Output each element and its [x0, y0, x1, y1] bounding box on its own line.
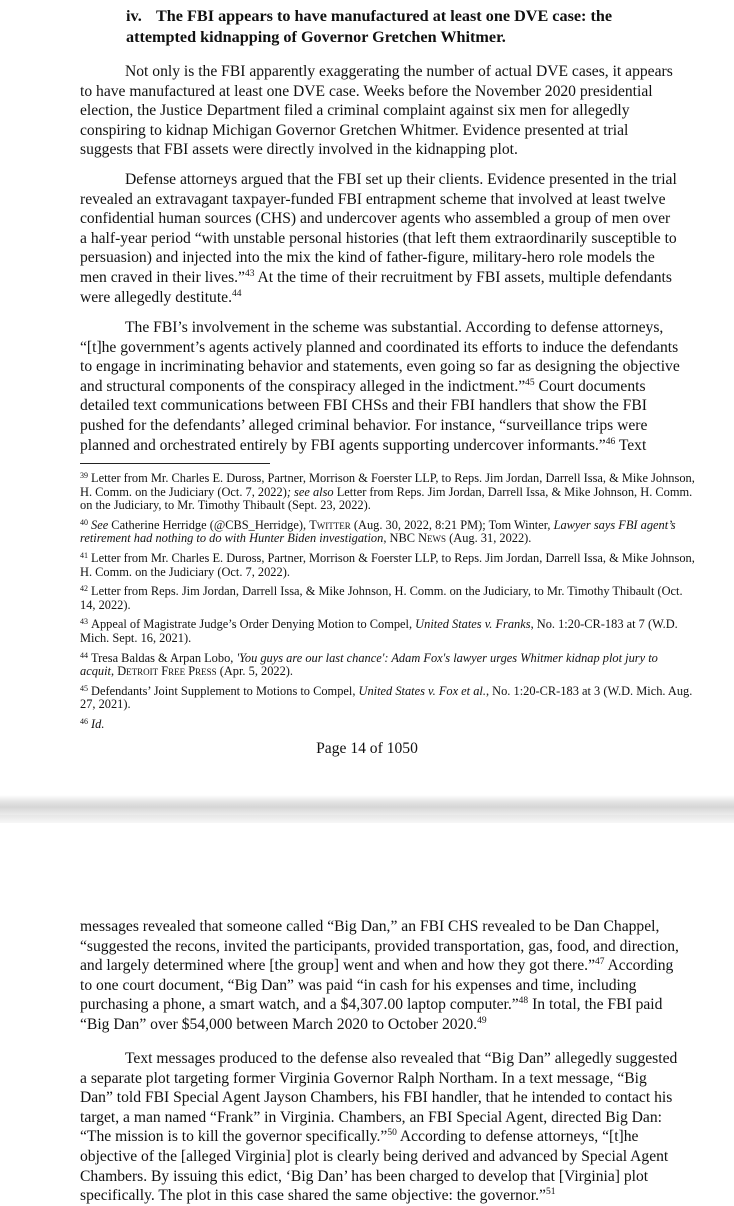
page-separator	[0, 795, 734, 815]
paragraph-text: Defense attorneys argued that the FBI set up their clients. Evidence presented in the trial revealed an extravagant taxpayer-funded FBI entrapment scheme that involved at least twelve confidential human sources (CHS) and undercover agents who assembled a group of men over a half-year period “with unstable personal histories (that left them extraordinarily susceptible to persuasion) and injected into the mix the kind of father-figure, military-hero role models the men craved in their lives.”	[80, 171, 677, 286]
footnote-41	[80, 552, 695, 579]
footnote-text: Defendants’ Joint Supplement to Motions to Compel,	[91, 683, 359, 698]
heading-text: The FBI appears to have manufactured at least one DVE case: the attempted kidnapping of Governor Gretchen Whitmer.	[126, 7, 613, 46]
footnote-number: 46	[80, 716, 88, 726]
footnote-source: News	[418, 531, 447, 546]
footnote-number: 40	[80, 517, 88, 527]
footnote-text: , No. 1:20-CR-183 at 3 (W.D. Mich. Aug. 27, 2021).	[80, 683, 693, 712]
footnote-ref[interactable]: 48	[518, 996, 529, 1007]
footnote-46	[80, 718, 695, 732]
paragraph-text: Court documents detailed text communications between FBI CHSs and their FBI handlers that show the FBI pushed for the defendants’ alleged criminal behavior. For instance, “surveillance trips were planned and orchestrated entirely by FBI agents supporting undercover informants.”	[80, 377, 648, 454]
footnote-ref[interactable]: 46	[605, 436, 616, 447]
footnote-number: 43	[80, 617, 88, 627]
footnote-42	[80, 585, 695, 612]
footnote-number: 45	[80, 683, 88, 693]
footnote-text: Letter from Reps. Jim Jordan, Darrell Issa, & Mike Johnson, H. Comm. on the Judiciary, to Mr. Timothy Thibault (Oct. 14, 2022).	[80, 584, 683, 612]
footnote-text: (Aug. 31, 2022).	[446, 531, 532, 546]
footnote-signal: See	[91, 517, 109, 532]
footnote-43	[80, 618, 695, 645]
heading-numeral: iv.	[126, 7, 142, 25]
footnote-ref[interactable]: 45	[525, 377, 535, 388]
footnote-40	[80, 519, 695, 546]
footnote-45	[80, 685, 695, 712]
footnote-text: , NBC	[383, 531, 419, 546]
paragraph-text: Not only is the FBI apparently exaggerating the number of actual DVE cases, it appears to have manufactured at least one DVE case. Weeks before the November 2020 presidential election, the Justice Department filed a criminal complaint against six men for allegedly conspiring to kidnap Michigan Governor Gretchen Whitmer. Evidence presented at trial suggests that FBI assets were directly involved in the kidnapping plot.	[80, 63, 673, 159]
footnote-text: Id.	[91, 716, 105, 731]
footnotes	[80, 472, 695, 738]
footnote-text: ,	[110, 664, 118, 679]
section-heading	[126, 6, 686, 48]
footnote-number: 44	[80, 650, 88, 660]
document-page-15	[0, 823, 734, 1205]
footnote-ref[interactable]: 43	[244, 268, 255, 279]
footnote-source: Detroit Free Press	[117, 664, 217, 679]
footnote-44	[80, 652, 695, 679]
footnote-39	[80, 472, 695, 513]
paragraph-text: messages revealed that someone called “Big Dan,” an FBI CHS revealed to be Dan Chappel, “suggested the recons, invited the participants, provided transportation, gas, food, and direction, and largely determined where [the group] went and when and how they got there.”	[80, 918, 679, 975]
paragraph-text: The FBI’s involvement in the scheme was substantial. According to defense attorneys, “[t]he government’s agents actively planned and coordinated its efforts to induce the defendants to engage in incriminating behavior and statements, even going so far as designing the objective and structural components of the conspiracy alleged in the indictment.”	[80, 319, 680, 395]
footnote-text: Tresa Baldas & Arpan Lobo,	[91, 650, 237, 665]
footnote-ref[interactable]: 51	[545, 1187, 556, 1198]
footnote-text: , No. 1:20-CR-183 at 7 (W.D. Mich. Sept. 16, 2021).	[80, 617, 678, 645]
footnote-signal: ; see also	[286, 484, 334, 499]
footnote-case-name: United States v. Franks	[415, 617, 531, 632]
footnote-text: (Aug. 30, 2022, 8:21 PM); Tom Winter,	[350, 517, 554, 532]
footnote-ref[interactable]: 44	[231, 288, 242, 299]
paragraph-2	[80, 170, 680, 307]
paragraph-text: Text	[615, 436, 647, 454]
footnote-number: 42	[80, 584, 88, 594]
paragraph-text: In total, the FBI paid “Big Dan” over $54,000 between March 2020 to October 2020.	[80, 996, 663, 1033]
paragraph-4	[80, 917, 680, 1035]
paragraph-text: Text messages produced to the defense also revealed that “Big Dan” allegedly suggested a separate plot targeting former Virginia Governor Ralph Northam. In a text message, “Big Dan” told FBI Special Agent Jayson Chambers, his FBI handler, that he intended to contact his target, a man named “Frank” in Virginia. Chambers, an FBI Special Agent, directed Big Dan: “The mission is to kill the governor specifically.”	[80, 1050, 678, 1146]
footnote-title: Lawyer says FBI agent’s retirement had nothing to do with Hunter Biden investigation	[80, 517, 676, 546]
paragraph-text: At the time of their recruitment by FBI assets, multiple defendants were allegedly destitute.	[80, 268, 672, 306]
footnote-text: Letter from Mr. Charles E. Duross, Partner, Morrison & Foerster LLP, to Reps. Jim Jordan, Darrell Issa, & Mike Johnson, H. Comm. on the Judiciary (Oct. 7, 2022)	[80, 471, 695, 499]
footnote-ref[interactable]: 50	[387, 1128, 397, 1139]
footnote-ref[interactable]: 47	[595, 957, 605, 968]
paragraph-text: According to one court document, “Big Dan” was paid “in cash for his expenses and time, including purchasing a phone, a smart watch, and a $4,307.00 laptop computer.”	[80, 957, 674, 1014]
page-separator-shadow	[0, 815, 734, 823]
paragraph-3	[80, 318, 680, 455]
footnote-text: Catherine Herridge (@CBS_Herridge),	[108, 517, 310, 532]
footnote-divider	[80, 463, 270, 464]
paragraph-text: According to defense attorneys, “[t]he objective of the [alleged Virginia] plot is clearly being derived and advanced by Special Agent Chambers. By issuing this edict, ‘Big Dan’ has been charged to develop that [Virginia] plot specifically. The plot in this case shared the same objective: the governor.”	[80, 1128, 669, 1205]
footnote-text: (Apr. 5, 2022).	[216, 664, 294, 679]
footnote-number: 41	[80, 550, 88, 560]
footnote-source: Twitter	[309, 517, 351, 532]
footnote-case-name: United States v. Fox et al.	[358, 683, 486, 698]
footnote-number: 39	[80, 471, 88, 480]
footnote-text: Appeal of Magistrate Judge’s Order Denying Motion to Compel,	[91, 617, 416, 632]
paragraph-1	[80, 62, 680, 160]
footnote-text: Letter from Mr. Charles E. Duross, Partner, Morrison & Foerster LLP, to Reps. Jim Jordan, Darrell Issa, & Mike Johnson, H. Comm. on the Judiciary (Oct. 7, 2022).	[80, 550, 695, 579]
paragraph-5	[80, 1049, 680, 1206]
footnote-title: 'You guys are our last chance': Adam Fox's lawyer urges Whitmer kidnap plot jury to acquit	[80, 650, 658, 679]
footnote-ref[interactable]: 49	[477, 1015, 487, 1026]
footnote-text: Letter from Reps. Jim Jordan, Darrell Issa, & Mike Johnson, H. Comm. on the Judiciary, to Mr. Timothy Thibault (Sept. 23, 2022).	[80, 484, 693, 513]
page-number: Page 14 of 1050	[316, 740, 418, 757]
